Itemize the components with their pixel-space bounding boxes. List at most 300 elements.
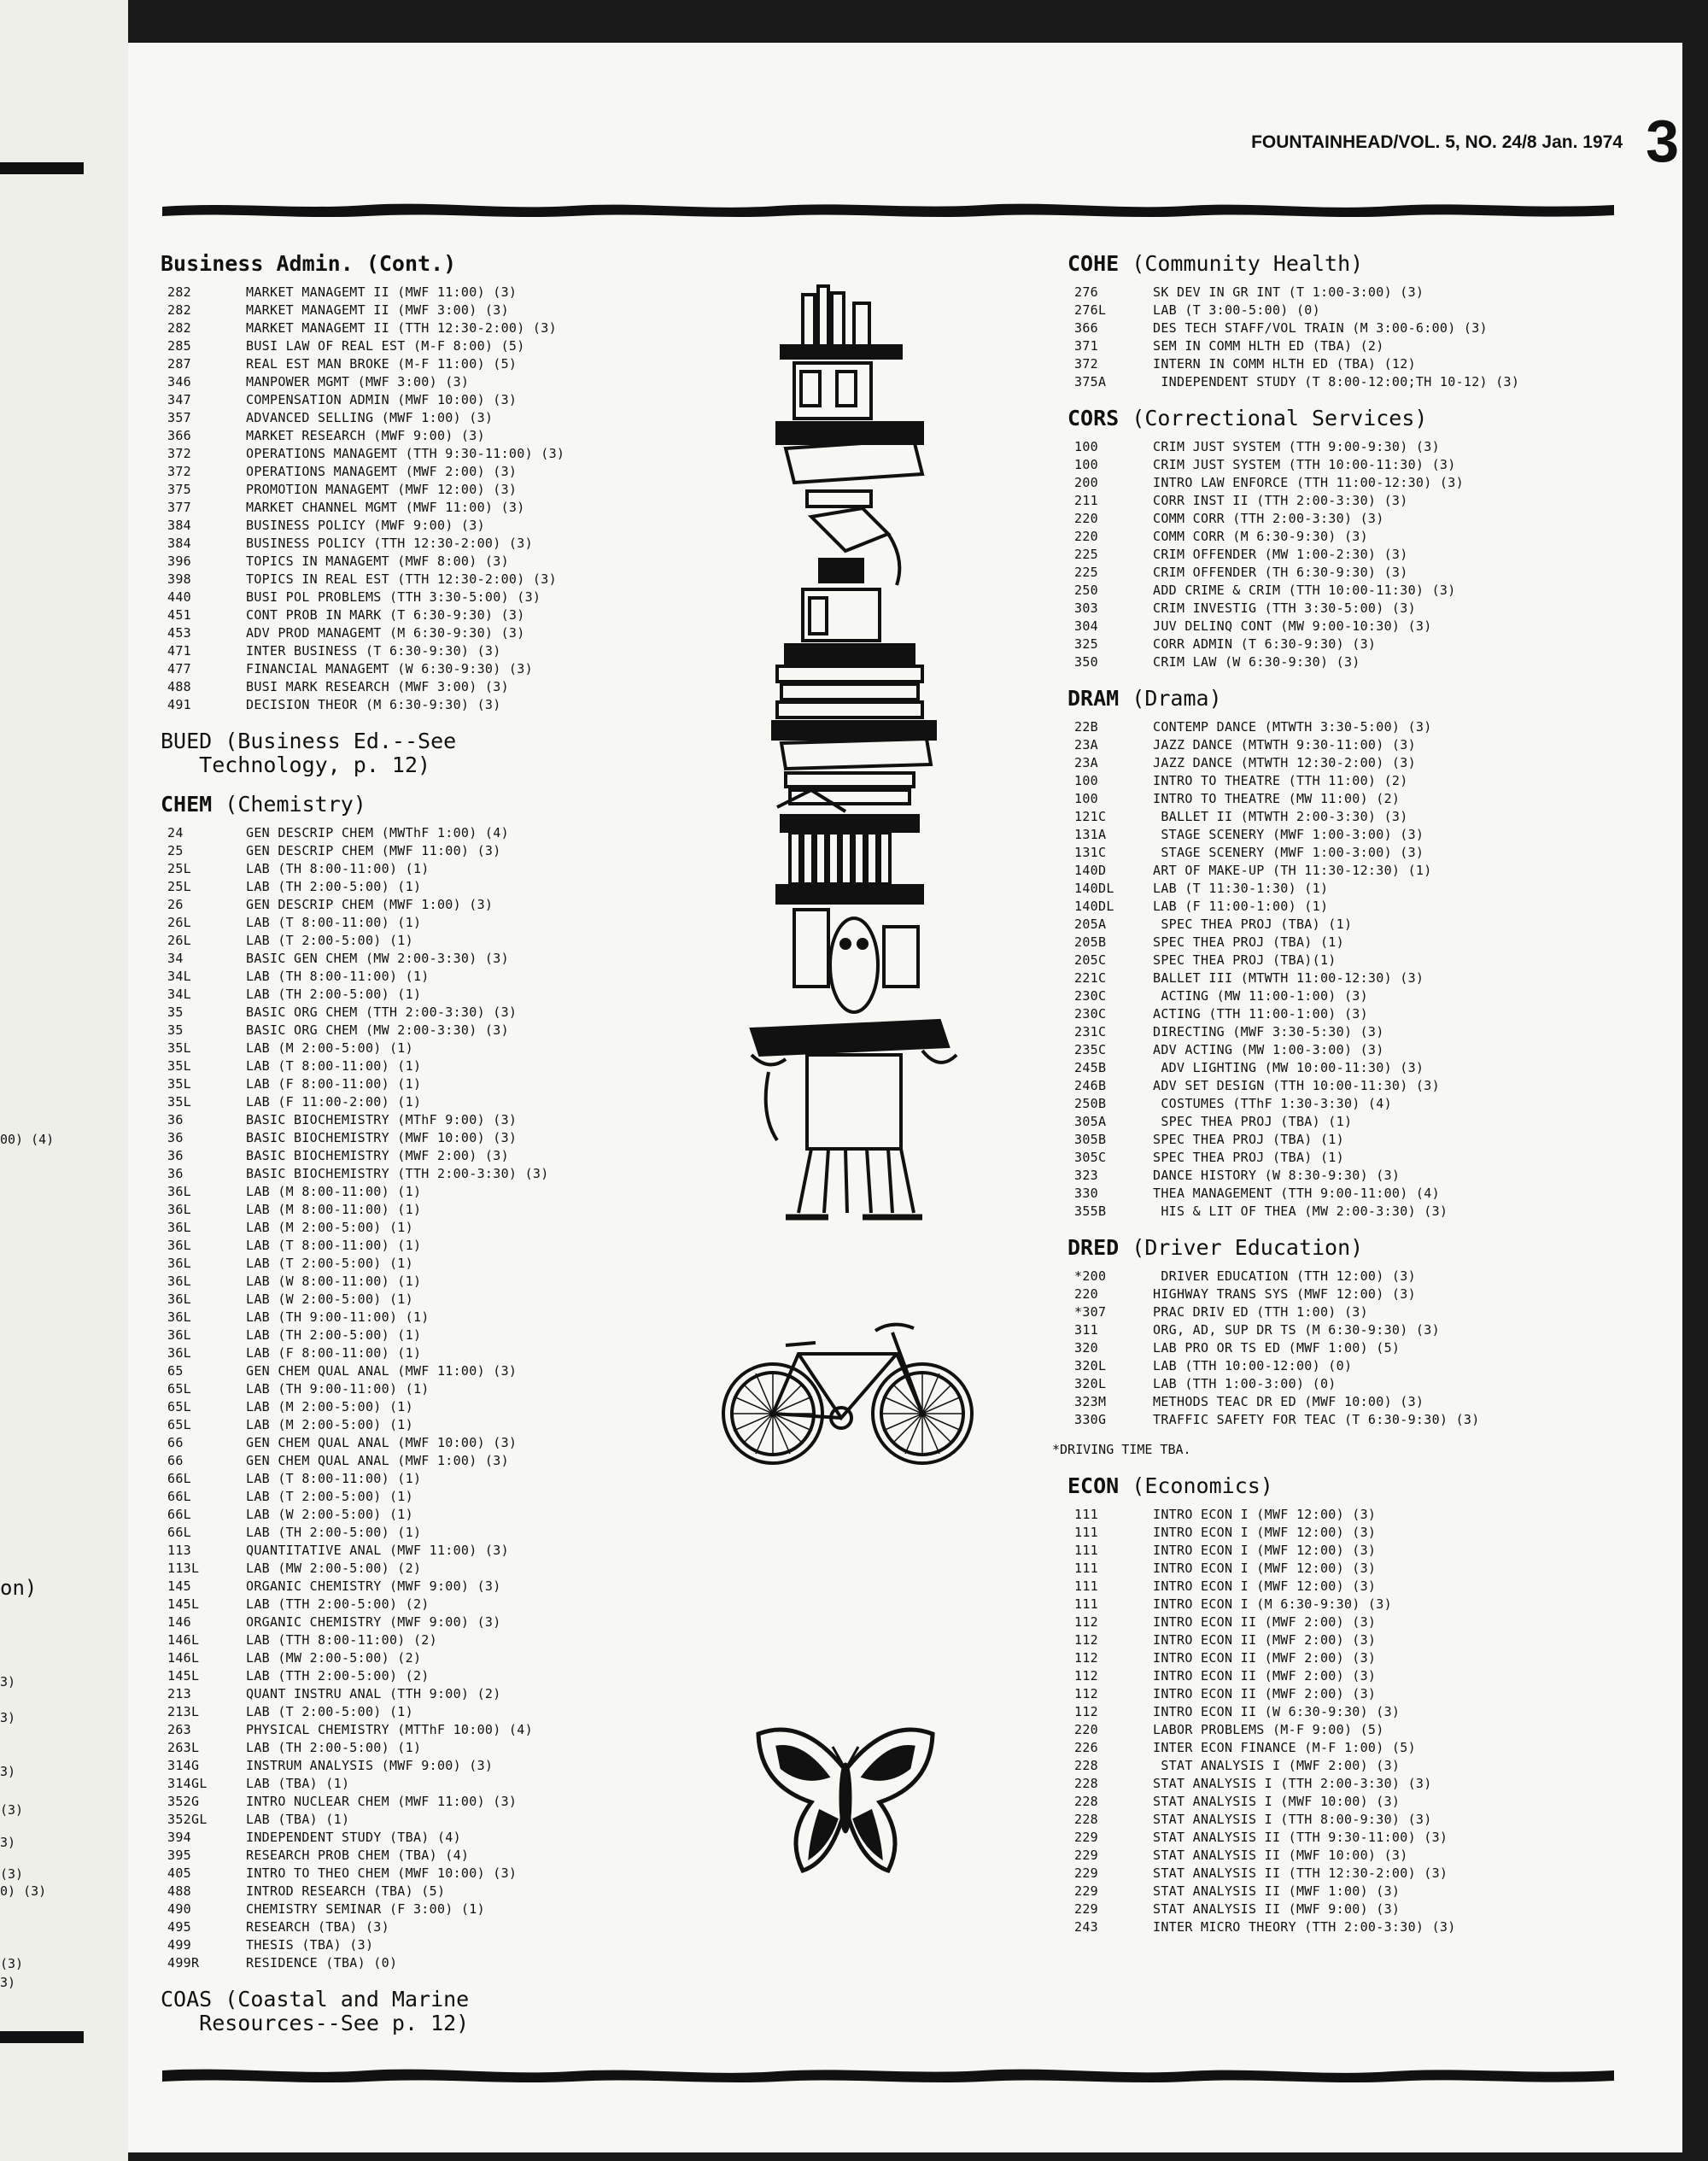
course-description: BALLET II (MTWTH 2:00-3:30) (3) bbox=[1153, 809, 1408, 824]
course-number: 499R bbox=[167, 1955, 200, 1971]
course-number: 66L bbox=[167, 1507, 191, 1522]
department-heading bbox=[1068, 1474, 1665, 1497]
previous-page-text-fragment: (3) bbox=[0, 1956, 24, 1971]
course-number: 100 bbox=[1074, 791, 1098, 806]
course-description: LAB (F 8:00-11:00) (1) bbox=[246, 1076, 422, 1092]
course-row bbox=[1068, 1667, 1665, 1685]
department-heading bbox=[161, 252, 724, 275]
course-description: OPERATIONS MANAGEMT (MWF 2:00) (3) bbox=[246, 464, 518, 479]
course-description: SPEC THEA PROJ (TBA) (1) bbox=[1153, 1132, 1344, 1147]
course-row bbox=[1068, 1095, 1665, 1113]
course-number: 25 bbox=[167, 843, 184, 858]
course-number: 221C bbox=[1074, 970, 1107, 986]
previous-page-text-fragment: 3) bbox=[0, 1764, 16, 1779]
course-row bbox=[1068, 1703, 1665, 1721]
course-number: 228 bbox=[1074, 1758, 1098, 1773]
course-description: THESIS (TBA) (3) bbox=[246, 1937, 374, 1953]
course-number: 229 bbox=[1074, 1865, 1098, 1881]
course-number: 384 bbox=[167, 536, 191, 551]
course-row bbox=[161, 1255, 724, 1273]
course-description: LAB (TTH 2:00-5:00) (2) bbox=[246, 1668, 430, 1684]
course-row bbox=[1068, 319, 1665, 337]
course-description: DES TECH STAFF/VOL TRAIN (M 3:00-6:00) (3) bbox=[1153, 320, 1488, 336]
course-number: 66 bbox=[167, 1435, 184, 1450]
course-number: 303 bbox=[1074, 600, 1098, 616]
course-description: LAB (TTH 1:00-3:00) (0) bbox=[1153, 1376, 1337, 1391]
course-description: COMM CORR (M 6:30-9:30) (3) bbox=[1153, 529, 1368, 544]
course-description: TOPICS IN MANAGEMT (MWF 8:00) (3) bbox=[246, 553, 509, 569]
course-number: 26L bbox=[167, 933, 191, 948]
department-code: CHEM bbox=[161, 792, 213, 817]
course-row bbox=[161, 1811, 724, 1829]
course-row bbox=[161, 1918, 724, 1936]
course-description: BUSI POL PROBLEMS (TTH 3:30-5:00) (3) bbox=[246, 589, 541, 605]
course-description: SPEC THEA PROJ (TBA) (1) bbox=[1153, 1114, 1353, 1129]
course-number: 352GL bbox=[167, 1812, 208, 1827]
course-description: JAZZ DANCE (MTWTH 9:30-11:00) (3) bbox=[1153, 737, 1416, 753]
department-code: ECON bbox=[1068, 1473, 1120, 1498]
course-row bbox=[1068, 1883, 1665, 1900]
course-description: SPEC THEA PROJ (TBA) (1) bbox=[1153, 934, 1344, 950]
course-description: LAB (TH 2:00-5:00) (1) bbox=[246, 879, 422, 894]
course-number: 35L bbox=[167, 1094, 191, 1110]
course-row bbox=[1068, 1631, 1665, 1649]
course-number: 112 bbox=[1074, 1686, 1098, 1701]
course-row bbox=[161, 445, 724, 463]
course-row bbox=[1068, 1303, 1665, 1321]
previous-page-text-fragment: on) bbox=[0, 1576, 38, 1600]
course-row bbox=[161, 571, 724, 589]
course-description: INTRO LAW ENFORCE (TTH 11:00-12:30) (3) bbox=[1153, 475, 1464, 490]
course-description: LAB (M 8:00-11:00) (1) bbox=[246, 1202, 422, 1217]
course-description: PROMOTION MANAGEMT (MWF 12:00) (3) bbox=[246, 482, 518, 497]
course-row bbox=[161, 860, 724, 878]
course-number: 320L bbox=[1074, 1358, 1107, 1373]
course-description: QUANT INSTRU ANAL (TTH 9:00) (2) bbox=[246, 1686, 501, 1701]
course-description: ADV SET DESIGN (TTH 10:00-11:30) (3) bbox=[1153, 1078, 1440, 1093]
course-number: 346 bbox=[167, 374, 191, 389]
course-row bbox=[1068, 736, 1665, 754]
course-description: TOPICS IN REAL EST (TTH 12:30-2:00) (3) bbox=[246, 571, 557, 587]
course-number: 282 bbox=[167, 302, 191, 318]
course-number: 220 bbox=[1074, 511, 1098, 526]
course-row bbox=[1068, 1524, 1665, 1542]
course-row bbox=[161, 499, 724, 517]
course-description: OPERATIONS MANAGEMT (TTH 9:30-11:00) (3) bbox=[246, 446, 565, 461]
course-number: 66L bbox=[167, 1525, 191, 1540]
course-number: 145L bbox=[167, 1668, 200, 1684]
course-description: LABOR PROBLEMS (M-F 9:00) (5) bbox=[1153, 1722, 1384, 1737]
department-name: (Economics) bbox=[1132, 1473, 1273, 1498]
course-description: GEN DESCRIP CHEM (MWF 11:00) (3) bbox=[246, 843, 501, 858]
course-row bbox=[161, 1685, 724, 1703]
course-row bbox=[1068, 987, 1665, 1005]
course-number: 112 bbox=[1074, 1614, 1098, 1630]
course-row bbox=[161, 337, 724, 355]
course-row bbox=[1068, 1739, 1665, 1757]
course-description: LAB (T 2:00-5:00) (1) bbox=[246, 933, 413, 948]
course-description: CORR ADMIN (T 6:30-9:30) (3) bbox=[1153, 636, 1377, 652]
course-row bbox=[161, 1273, 724, 1291]
course-number: 372 bbox=[167, 446, 191, 461]
course-description: LAB (M 2:00-5:00) (1) bbox=[246, 1417, 413, 1432]
course-description: CHEMISTRY SEMINAR (F 3:00) (1) bbox=[246, 1901, 485, 1917]
course-description: STAT ANALYSIS I (MWF 10:00) (3) bbox=[1153, 1794, 1401, 1809]
course-description: INTRO ECON I (MWF 12:00) (3) bbox=[1153, 1525, 1377, 1540]
course-number: 398 bbox=[167, 571, 191, 587]
course-number: 287 bbox=[167, 356, 191, 372]
course-row bbox=[161, 481, 724, 499]
course-row bbox=[161, 1739, 724, 1757]
course-description: LAB (TH 9:00-11:00) (1) bbox=[246, 1381, 430, 1397]
course-description: LAB (TTH 2:00-5:00) (2) bbox=[246, 1596, 430, 1612]
course-description: LAB (TTH 8:00-11:00) (2) bbox=[246, 1632, 437, 1648]
course-description: CRIM INVESTIG (TTH 3:30-5:00) (3) bbox=[1153, 600, 1416, 616]
course-number: 377 bbox=[167, 500, 191, 515]
course-description: GEN CHEM QUAL ANAL (MWF 1:00) (3) bbox=[246, 1453, 509, 1468]
course-row bbox=[1068, 1649, 1665, 1667]
course-number: 112 bbox=[1074, 1704, 1098, 1719]
course-number: 213 bbox=[167, 1686, 191, 1701]
course-description: STAT ANALYSIS I (MWF 2:00) (3) bbox=[1153, 1758, 1401, 1773]
course-description: LAB (T 2:00-5:00) (1) bbox=[246, 1256, 413, 1271]
course-row bbox=[161, 1667, 724, 1685]
course-number: 26L bbox=[167, 915, 191, 930]
course-description: REAL EST MAN BROKE (M-F 11:00) (5) bbox=[246, 356, 518, 372]
course-description: INSTRUM ANALYSIS (MWF 9:00) (3) bbox=[246, 1758, 494, 1773]
course-row bbox=[1068, 337, 1665, 355]
course-row bbox=[1068, 916, 1665, 934]
course-description: ORGANIC CHEMISTRY (MWF 9:00) (3) bbox=[246, 1614, 501, 1630]
course-description: LAB (MW 2:00-5:00) (2) bbox=[246, 1561, 422, 1576]
course-number: 140DL bbox=[1074, 899, 1114, 914]
course-number: 36 bbox=[167, 1166, 184, 1181]
course-row bbox=[161, 1362, 724, 1380]
course-description: ADVANCED SELLING (MWF 1:00) (3) bbox=[246, 410, 494, 425]
course-description: LAB (T 2:00-5:00) (1) bbox=[246, 1704, 413, 1719]
course-number: 375 bbox=[167, 482, 191, 497]
page-number: 3 bbox=[1646, 108, 1679, 174]
course-number: 225 bbox=[1074, 565, 1098, 580]
course-description: LAB (TBA) (1) bbox=[246, 1776, 350, 1791]
course-row bbox=[1068, 1268, 1665, 1285]
course-description: GEN CHEM QUAL ANAL (MWF 10:00) (3) bbox=[246, 1435, 518, 1450]
course-description: JAZZ DANCE (MTWTH 12:30-2:00) (3) bbox=[1153, 755, 1416, 770]
course-row bbox=[161, 696, 724, 714]
course-row bbox=[161, 1757, 724, 1775]
course-description: METHODS TEAC DR ED (MWF 10:00) (3) bbox=[1153, 1394, 1424, 1409]
section-gap bbox=[1068, 671, 1665, 687]
previous-page-edge bbox=[0, 0, 128, 2161]
course-row bbox=[1068, 754, 1665, 772]
course-row bbox=[1068, 1005, 1665, 1023]
course-description: ORGANIC CHEMISTRY (MWF 9:00) (3) bbox=[246, 1578, 501, 1594]
course-row bbox=[161, 1883, 724, 1900]
course-number: 146L bbox=[167, 1632, 200, 1648]
course-row bbox=[1068, 1793, 1665, 1811]
course-number: 34L bbox=[167, 987, 191, 1002]
previous-page-text-fragment: 3) bbox=[0, 1835, 16, 1850]
course-number: 23A bbox=[1074, 755, 1098, 770]
course-number: 229 bbox=[1074, 1901, 1098, 1917]
newspaper-page bbox=[128, 43, 1682, 2152]
course-description: STAT ANALYSIS II (MWF 1:00) (3) bbox=[1153, 1883, 1401, 1899]
course-row bbox=[1068, 302, 1665, 319]
course-description: INTRO NUCLEAR CHEM (MWF 11:00) (3) bbox=[246, 1794, 518, 1809]
course-number: 477 bbox=[167, 661, 191, 676]
course-number: 22B bbox=[1074, 719, 1098, 735]
course-row bbox=[161, 1470, 724, 1488]
course-number: 200 bbox=[1074, 475, 1098, 490]
course-number: 225 bbox=[1074, 547, 1098, 562]
course-number: 229 bbox=[1074, 1848, 1098, 1863]
bottom-rule bbox=[162, 2064, 1614, 2086]
course-number: 491 bbox=[167, 697, 191, 712]
course-number: 205B bbox=[1074, 934, 1107, 950]
course-row bbox=[161, 1093, 724, 1111]
course-description: LAB (T 8:00-11:00) (1) bbox=[246, 1238, 422, 1253]
course-description: INTRO TO THEATRE (MW 11:00) (2) bbox=[1153, 791, 1401, 806]
course-number: 488 bbox=[167, 1883, 191, 1899]
course-description: BASIC BIOCHEMISTRY (MWF 2:00) (3) bbox=[246, 1148, 509, 1163]
course-number: 36L bbox=[167, 1184, 191, 1199]
course-description: INDEPENDENT STUDY (T 8:00-12:00;TH 10-12) (3) bbox=[1153, 374, 1520, 389]
course-description: BASIC ORG CHEM (TTH 2:00-3:30) (3) bbox=[246, 1004, 518, 1020]
course-description: BASIC ORG CHEM (MW 2:00-3:30) (3) bbox=[246, 1022, 509, 1038]
course-number: 111 bbox=[1074, 1525, 1098, 1540]
course-description: COMPENSATION ADMIN (MWF 10:00) (3) bbox=[246, 392, 518, 407]
course-number: 355B bbox=[1074, 1203, 1107, 1219]
course-row bbox=[1068, 718, 1665, 736]
course-row bbox=[161, 1452, 724, 1470]
course-description: LAB (W 2:00-5:00) (1) bbox=[246, 1291, 413, 1307]
course-description: INTRO TO THEATRE (TTH 11:00) (2) bbox=[1153, 773, 1408, 788]
course-description: SK DEV IN GR INT (T 1:00-3:00) (3) bbox=[1153, 284, 1424, 300]
course-description: STAGE SCENERY (MWF 1:00-3:00) (3) bbox=[1153, 845, 1424, 860]
course-description: BUSI LAW OF REAL EST (M-F 8:00) (5) bbox=[246, 338, 525, 354]
course-number: 36 bbox=[167, 1148, 184, 1163]
course-row bbox=[1068, 826, 1665, 844]
course-row bbox=[161, 1936, 724, 1954]
department-code: COHE bbox=[1068, 251, 1120, 276]
course-description: MANPOWER MGMT (MWF 3:00) (3) bbox=[246, 374, 470, 389]
department-name: (Correctional Services) bbox=[1132, 406, 1428, 430]
section-gap bbox=[1068, 1936, 1665, 1952]
course-number: 366 bbox=[167, 428, 191, 443]
course-row bbox=[161, 373, 724, 391]
course-description: ORG, AD, SUP DR TS (M 6:30-9:30) (3) bbox=[1153, 1322, 1440, 1338]
course-number: 100 bbox=[1074, 773, 1098, 788]
course-row bbox=[161, 678, 724, 696]
course-number: 100 bbox=[1074, 457, 1098, 472]
department-heading bbox=[1068, 252, 1665, 275]
course-row bbox=[161, 1075, 724, 1093]
course-row bbox=[1068, 1560, 1665, 1578]
course-number: 246B bbox=[1074, 1078, 1107, 1093]
course-number: 205A bbox=[1074, 917, 1107, 932]
course-number: 35L bbox=[167, 1040, 191, 1056]
course-row bbox=[161, 302, 724, 319]
course-row bbox=[161, 1398, 724, 1416]
department-heading bbox=[1068, 687, 1665, 710]
course-description: INTERN IN COMM HLTH ED (TBA) (12) bbox=[1153, 356, 1416, 372]
course-description: INTRO ECON II (MWF 2:00) (3) bbox=[1153, 1668, 1377, 1684]
course-description: INDEPENDENT STUDY (TBA) (4) bbox=[246, 1830, 461, 1845]
course-description: INTRO ECON II (W 6:30-9:30) (3) bbox=[1153, 1704, 1401, 1719]
course-number: 488 bbox=[167, 679, 191, 694]
course-number: 305B bbox=[1074, 1132, 1107, 1147]
course-description: INTRO ECON I (MWF 12:00) (3) bbox=[1153, 1543, 1377, 1558]
course-description: LAB (T 8:00-11:00) (1) bbox=[246, 1058, 422, 1074]
course-row bbox=[161, 1040, 724, 1057]
course-row bbox=[161, 660, 724, 678]
course-number: 100 bbox=[1074, 439, 1098, 454]
course-row bbox=[1068, 1829, 1665, 1847]
course-number: 323 bbox=[1074, 1168, 1098, 1183]
course-number: 499 bbox=[167, 1937, 191, 1953]
course-row bbox=[1068, 373, 1665, 391]
course-number: 220 bbox=[1074, 529, 1098, 544]
section-gap bbox=[161, 1972, 724, 1988]
course-row bbox=[1068, 564, 1665, 582]
course-row bbox=[161, 1900, 724, 1918]
course-description: GEN DESCRIP CHEM (MWThF 1:00) (4) bbox=[246, 825, 509, 840]
course-number: 112 bbox=[1074, 1668, 1098, 1684]
department-code: DRAM bbox=[1068, 686, 1120, 711]
course-row bbox=[1068, 1811, 1665, 1829]
course-number: 245B bbox=[1074, 1060, 1107, 1075]
course-number: 111 bbox=[1074, 1543, 1098, 1558]
course-number: 330G bbox=[1074, 1412, 1107, 1427]
department-heading bbox=[1068, 407, 1665, 430]
course-description: LAB (T 8:00-11:00) (1) bbox=[246, 915, 422, 930]
course-row bbox=[1068, 862, 1665, 880]
course-number: 228 bbox=[1074, 1776, 1098, 1791]
department-name: (Drama) bbox=[1132, 686, 1222, 711]
course-description: CRIM OFFENDER (TH 6:30-9:30) (3) bbox=[1153, 565, 1408, 580]
course-number: 112 bbox=[1074, 1632, 1098, 1648]
course-row bbox=[1068, 1059, 1665, 1077]
course-row bbox=[161, 1596, 724, 1613]
course-row bbox=[161, 1560, 724, 1578]
course-row bbox=[1068, 1721, 1665, 1739]
course-row bbox=[1068, 1203, 1665, 1221]
previous-page-text-fragment: (3) bbox=[0, 1866, 24, 1882]
course-description: CONT PROB IN MARK (T 6:30-9:30) (3) bbox=[246, 607, 525, 623]
course-description: MARKET CHANNEL MGMT (MWF 11:00) (3) bbox=[246, 500, 525, 515]
course-description: LAB (TH 2:00-5:00) (1) bbox=[246, 1327, 422, 1343]
course-row bbox=[161, 1506, 724, 1524]
course-number: 263 bbox=[167, 1722, 191, 1737]
course-description: INTRO ECON II (MWF 2:00) (3) bbox=[1153, 1614, 1377, 1630]
course-description: BUSINESS POLICY (TTH 12:30-2:00) (3) bbox=[246, 536, 533, 551]
department-name: (Community Health) bbox=[1132, 251, 1364, 276]
course-description: GEN CHEM QUAL ANAL (MWF 11:00) (3) bbox=[246, 1363, 518, 1379]
course-description: SPEC THEA PROJ (TBA) (1) bbox=[1153, 1150, 1344, 1165]
course-description: RESEARCH (TBA) (3) bbox=[246, 1919, 389, 1935]
course-number: 311 bbox=[1074, 1322, 1098, 1338]
course-row bbox=[161, 842, 724, 860]
course-description: STAT ANALYSIS I (TTH 8:00-9:30) (3) bbox=[1153, 1812, 1432, 1827]
course-number: *200 bbox=[1074, 1268, 1107, 1284]
course-description: ADD CRIME & CRIM (TTH 10:00-11:30) (3) bbox=[1153, 583, 1456, 598]
course-description: LAB (MW 2:00-5:00) (2) bbox=[246, 1650, 422, 1666]
course-description: DECISION THEOR (M 6:30-9:30) (3) bbox=[246, 697, 501, 712]
course-number: 140DL bbox=[1074, 881, 1114, 896]
course-row bbox=[161, 427, 724, 445]
course-number: 140D bbox=[1074, 863, 1107, 878]
course-number: 113L bbox=[167, 1561, 200, 1576]
course-row bbox=[1068, 492, 1665, 510]
department-code: Business Admin. (Cont.) bbox=[161, 251, 457, 276]
course-description: MARKET MANAGEMT II (TTH 12:30-2:00) (3) bbox=[246, 320, 557, 336]
department-code: DRED bbox=[1068, 1235, 1120, 1260]
course-row bbox=[1068, 1578, 1665, 1596]
course-row bbox=[161, 1147, 724, 1165]
course-number: 36L bbox=[167, 1256, 191, 1271]
course-description: LAB (M 2:00-5:00) (1) bbox=[246, 1040, 413, 1056]
course-description: INTRO ECON II (MWF 2:00) (3) bbox=[1153, 1650, 1377, 1666]
course-number: 112 bbox=[1074, 1650, 1098, 1666]
course-number: 205C bbox=[1074, 952, 1107, 968]
course-description: ADV PROD MANAGEMT (M 6:30-9:30) (3) bbox=[246, 625, 525, 641]
course-description: LAB (T 2:00-5:00) (1) bbox=[246, 1489, 413, 1504]
course-row bbox=[161, 1524, 724, 1542]
course-row bbox=[1068, 1685, 1665, 1703]
course-number: 111 bbox=[1074, 1578, 1098, 1594]
course-row bbox=[1068, 1041, 1665, 1059]
previous-page-text-fragment: 3) bbox=[0, 1674, 16, 1690]
course-number: 282 bbox=[167, 320, 191, 336]
course-number: 36L bbox=[167, 1238, 191, 1253]
course-description: BUSINESS POLICY (MWF 9:00) (3) bbox=[246, 518, 485, 533]
course-number: 320L bbox=[1074, 1376, 1107, 1391]
course-number: 372 bbox=[1074, 356, 1098, 372]
course-row bbox=[161, 284, 724, 302]
course-number: 220 bbox=[1074, 1286, 1098, 1302]
course-row bbox=[161, 589, 724, 606]
course-description: LAB (T 11:30-1:30) (1) bbox=[1153, 881, 1329, 896]
course-row bbox=[161, 1703, 724, 1721]
course-row bbox=[161, 1309, 724, 1326]
course-row bbox=[1068, 934, 1665, 952]
course-number: 36L bbox=[167, 1220, 191, 1235]
course-number: 121C bbox=[1074, 809, 1107, 824]
course-row bbox=[161, 1129, 724, 1147]
course-number: 111 bbox=[1074, 1507, 1098, 1522]
department-code: CORS bbox=[1068, 406, 1120, 430]
course-row bbox=[161, 1344, 724, 1362]
course-description: BASIC BIOCHEMISTRY (MWF 10:00) (3) bbox=[246, 1130, 518, 1145]
course-description: LAB (M 2:00-5:00) (1) bbox=[246, 1220, 413, 1235]
course-description: LAB (F 11:00-1:00) (1) bbox=[1153, 899, 1329, 914]
course-row bbox=[161, 968, 724, 986]
course-description: ART OF MAKE-UP (TH 11:30-12:30) (1) bbox=[1153, 863, 1432, 878]
course-number: 395 bbox=[167, 1848, 191, 1863]
course-row bbox=[161, 606, 724, 624]
course-description: LAB (W 8:00-11:00) (1) bbox=[246, 1274, 422, 1289]
course-row bbox=[1068, 1357, 1665, 1375]
course-row bbox=[161, 1057, 724, 1075]
course-description: STAGE SCENERY (MWF 1:00-3:00) (3) bbox=[1153, 827, 1424, 842]
course-row bbox=[1068, 1775, 1665, 1793]
course-number: 25L bbox=[167, 879, 191, 894]
course-description: LAB (TH 8:00-11:00) (1) bbox=[246, 861, 430, 876]
course-row bbox=[1068, 952, 1665, 969]
course-description: LAB (TH 2:00-5:00) (1) bbox=[246, 1740, 422, 1755]
course-description: INTER BUSINESS (T 6:30-9:30) (3) bbox=[246, 643, 501, 659]
course-number: 66L bbox=[167, 1471, 191, 1486]
